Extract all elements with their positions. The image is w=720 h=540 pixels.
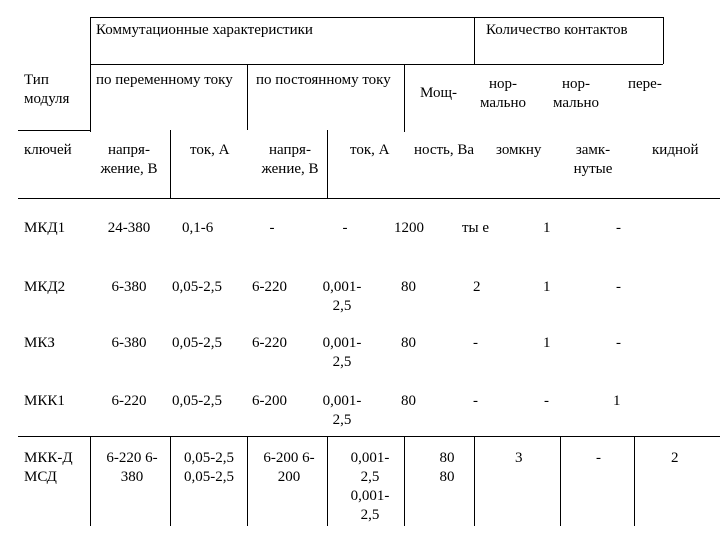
rule-last-2 — [170, 436, 171, 526]
row5-name: МКК-Д МСД — [24, 450, 73, 485]
row4-nc: - — [544, 393, 549, 409]
row1-nc: 1 — [543, 220, 551, 236]
row1-name: МКД1 — [24, 220, 66, 236]
row5-nc: - — [596, 450, 601, 466]
row2-ac-voltage: 6-380 — [111, 279, 147, 295]
row1-dc-voltage: - — [269, 220, 275, 236]
header-no-top: нор-мально — [479, 76, 527, 111]
header-nc-top: нор-мально — [552, 76, 600, 111]
row4-co: 1 — [613, 393, 621, 409]
rule-last-8 — [634, 436, 635, 526]
rule-group-right — [663, 17, 664, 64]
header-nc-bottom: замк-нутые — [573, 142, 613, 177]
rule-keys-top — [18, 130, 90, 131]
header-co-top: пере- — [628, 76, 662, 92]
row5-dc-current: 0,001-2,5 0,001-2,5 — [350, 450, 390, 523]
header-dc-current: ток, А — [350, 142, 390, 158]
row4-no: - — [473, 393, 478, 409]
header-ac: по переменному току — [96, 72, 233, 88]
rule-last-1 — [90, 436, 91, 526]
row3-no: - — [473, 335, 478, 351]
row2-dc-voltage: 6-220 — [252, 279, 287, 295]
row5-co: 2 — [671, 450, 679, 466]
row1-co: - — [616, 220, 621, 236]
row4-dc-voltage: 6-200 — [252, 393, 287, 409]
rule-ac-split — [170, 130, 171, 198]
row4-name: МКК1 — [24, 393, 65, 409]
row5-dc-voltage: 6-200 6-200 — [263, 450, 315, 485]
rule-last-6 — [474, 436, 475, 526]
header-keys: ключей — [24, 142, 72, 158]
row2-ac-current: 0,05-2,5 — [172, 279, 222, 295]
rule-subheader — [90, 64, 663, 65]
header-power-top: Мощ- — [420, 85, 458, 101]
rule-header-bottom — [18, 198, 720, 199]
row2-dc-current: 0,001-2,5 — [322, 279, 362, 314]
row1-ac-current: 0,1-6 — [182, 220, 214, 236]
rule-last-row — [18, 436, 720, 437]
header-module-type: Тип модуля — [24, 72, 70, 107]
row5-ac-current: 0,05-2,5 0,05-2,5 — [184, 450, 234, 485]
row1-power: 1200 — [394, 220, 424, 236]
row3-co: - — [616, 335, 621, 351]
header-ac-voltage: напря-жение, В — [100, 142, 158, 177]
row1-ac-voltage: 24-380 — [107, 220, 151, 236]
header-dc-voltage: напря-жение, В — [261, 142, 319, 177]
header-no-bottom: зомкну — [496, 142, 542, 158]
row3-ac-current: 0,05-2,5 — [172, 335, 222, 351]
rule-group-mid — [474, 17, 475, 64]
row4-ac-current: 0,05-2,5 — [172, 393, 222, 409]
row2-nc: 1 — [543, 279, 551, 295]
rule-dc-power — [404, 64, 405, 132]
row3-ac-voltage: 6-380 — [111, 335, 147, 351]
row1-dc-current: - — [342, 220, 348, 236]
header-contacts-count: Количество контактов — [486, 22, 628, 38]
row5-power: 80 80 — [439, 450, 455, 485]
row4-dc-current: 0,001-2,5 — [322, 393, 362, 428]
header-ac-current: ток, А — [190, 142, 230, 158]
row3-dc-voltage: 6-220 — [252, 335, 287, 351]
row4-ac-voltage: 6-220 — [111, 393, 147, 409]
row3-power: 80 — [401, 335, 416, 351]
rule-last-3 — [247, 436, 248, 526]
row2-co: - — [616, 279, 621, 295]
header-power-bottom: ность, Ва — [413, 142, 475, 158]
row2-no: 2 — [473, 279, 481, 295]
row2-power: 80 — [401, 279, 416, 295]
row3-dc-current: 0,001-2,5 — [322, 335, 362, 370]
rule-dc-split — [327, 130, 328, 198]
header-dc: по постоянному току — [256, 72, 391, 88]
header-switching: Коммутационные характеристики — [96, 22, 313, 38]
row5-ac-voltage: 6-220 6-380 — [106, 450, 158, 485]
header-co-bottom: кидной — [652, 142, 699, 158]
row2-name: МКД2 — [24, 279, 66, 295]
row3-nc: 1 — [543, 335, 551, 351]
row1-no: ты е — [462, 220, 490, 236]
rule-top — [90, 17, 664, 18]
rule-ac-dc — [247, 64, 248, 130]
row5-no: 3 — [515, 450, 523, 466]
rule-last-5 — [404, 436, 405, 526]
row3-name: МКЗ — [24, 335, 55, 351]
rule-last-4 — [327, 436, 328, 526]
rule-last-7 — [560, 436, 561, 526]
row4-power: 80 — [401, 393, 416, 409]
rule-group-left — [90, 17, 91, 132]
